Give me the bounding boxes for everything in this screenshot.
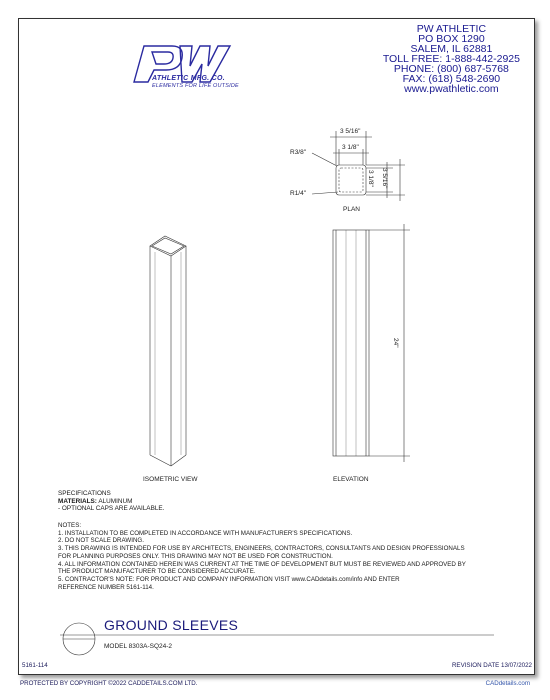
- specifications-heading: SPECIFICATIONS: [58, 490, 111, 497]
- plan-outer-height-dim: 3 5/16": [381, 168, 388, 189]
- plan-label: PLAN: [343, 206, 360, 213]
- note-line: 2. DO NOT SCALE DRAWING.: [58, 537, 144, 545]
- plan-radius-inner: R1/4": [290, 190, 307, 197]
- plan-inner-width-dim: 3 1/8": [342, 144, 359, 151]
- plan-radius-outer: R3/8": [290, 149, 307, 156]
- logo-line-1: ATHLETIC MFG. CO.: [152, 75, 226, 82]
- optional-caps-note: - OPTIONAL CAPS ARE AVAILABLE.: [58, 505, 165, 513]
- notes-block: [58, 522, 466, 591]
- isometric-label: ISOMETRIC VIEW: [143, 476, 198, 483]
- company-po-box: PO BOX 1290: [418, 33, 485, 45]
- plan-view: [312, 131, 405, 201]
- company-name: PW ATHLETIC: [416, 23, 487, 35]
- note-line: 5. CONTRACTOR'S NOTE: FOR PRODUCT AND COMPANY INFORMATION VISIT www.CADdetails.com/info AND ENTER: [58, 575, 400, 583]
- note-line: THE PRODUCT MANUFACTURER TO BE CONSIDERED ACCURATE.: [58, 568, 256, 576]
- elevation-label: ELEVATION: [333, 476, 369, 483]
- specifications-block: [58, 490, 164, 513]
- company-phone: PHONE: (800) 687-5768: [393, 63, 509, 75]
- materials-label: MATERIALS:: [58, 497, 97, 505]
- note-line: FOR PLANNING PURPOSES ONLY. THIS DRAWING MAY NOT BE USED FOR CONSTRUCTION.: [58, 552, 333, 560]
- elevation-height-dim: 24": [392, 338, 399, 348]
- notes-heading: NOTES:: [58, 522, 82, 529]
- note-line: 4. ALL INFORMATION CONTAINED HEREIN WAS CURRENT AT THE TIME OF DEVELOPMENT BUT MUST BE REVIEWED AND APPROVED BY: [58, 560, 466, 568]
- company-toll-free: TOLL FREE: 1-888-442-2925: [382, 53, 520, 65]
- reference-number: 5161-114: [22, 662, 48, 669]
- materials-value: ALUMINUM: [96, 497, 133, 505]
- note-line: 1. INSTALLATION TO BE COMPLETED IN ACCORDANCE WITH MANUFACTURER'S SPECIFICATIONS.: [58, 529, 353, 537]
- note-line: REFERENCE NUMBER 5161-114.: [58, 583, 154, 591]
- plan-outer-width-dim: 3 5/16": [340, 128, 361, 135]
- logo-line-2: ELEMENTS FOR LIFE OUTSIDE: [152, 83, 239, 89]
- copyright-notice: PROTECTED BY COPYRIGHT ©2022 CADDETAILS.COM LTD.: [20, 680, 198, 687]
- revision-date: REVISION DATE 13/07/2022: [451, 662, 532, 669]
- plan-inner-height-dim: 3 1/8": [367, 170, 374, 187]
- note-line: 3. THIS DRAWING IS INTENDED FOR USE BY ARCHITECTS, ENGINEERS, CONTRACTORS, CONSULTANTS AND DESIGN PROFESSIONALS: [58, 545, 465, 553]
- drawing-title: GROUND SLEEVES: [104, 617, 239, 633]
- isometric-view: [150, 236, 186, 466]
- model-number: MODEL 8303A-SQ24-2: [104, 643, 173, 650]
- company-fax: FAX: (618) 548-2690: [402, 73, 501, 85]
- company-website[interactable]: www.pwathletic.com: [404, 83, 499, 95]
- company-city: SALEM, IL 62881: [410, 43, 493, 55]
- caddetails-brand[interactable]: CADdetails.com: [485, 680, 530, 687]
